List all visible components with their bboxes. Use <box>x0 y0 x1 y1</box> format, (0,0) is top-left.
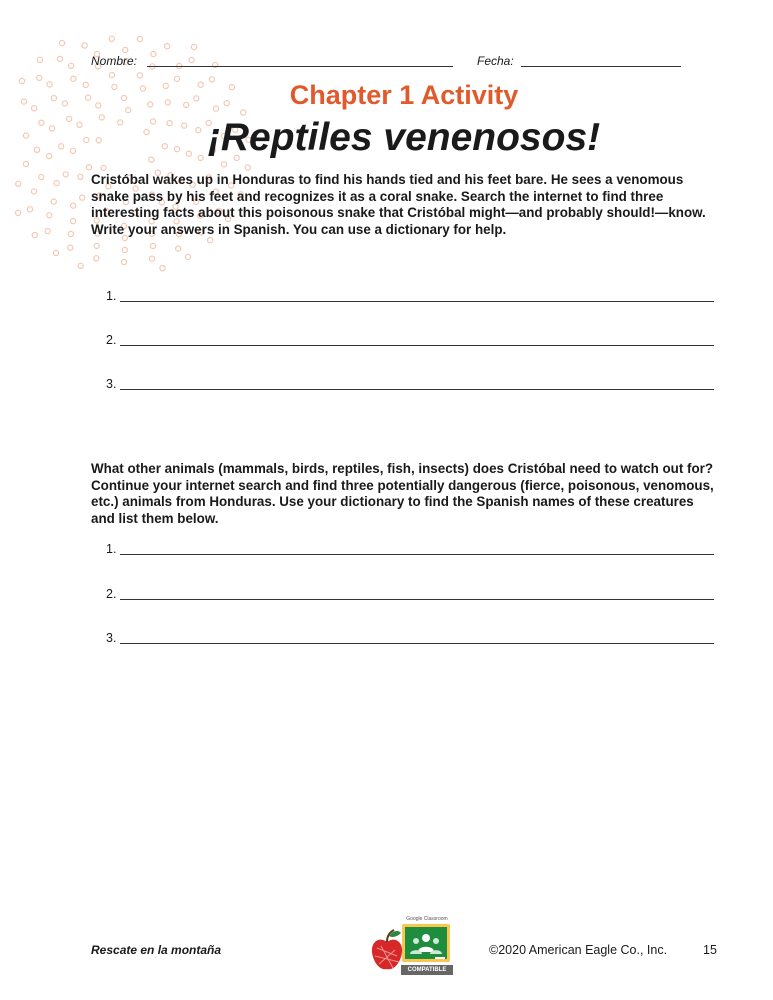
answer-number: 3. <box>106 631 117 645</box>
decorative-dot <box>86 165 91 170</box>
decorative-dot <box>71 219 76 224</box>
decorative-dot <box>47 213 52 218</box>
decorative-dot <box>82 43 87 48</box>
decorative-dot <box>176 246 181 251</box>
decorative-dot <box>137 73 142 78</box>
answer-number: 2. <box>106 333 117 347</box>
decorative-dot <box>185 254 190 259</box>
decorative-dot <box>45 228 50 233</box>
copyright: ©2020 American Eagle Co., Inc. <box>489 943 668 957</box>
animal-line-2[interactable] <box>106 587 714 603</box>
answer-line-1[interactable] <box>106 289 714 305</box>
answer-line-2[interactable] <box>106 333 714 349</box>
decorative-dot <box>69 63 74 68</box>
decorative-dot <box>149 256 154 261</box>
decorative-dot <box>63 172 68 177</box>
animal-line-3[interactable] <box>106 631 714 647</box>
answer-line-3[interactable] <box>106 377 714 393</box>
decorative-dot <box>68 231 73 236</box>
decorative-dot <box>51 199 56 204</box>
answer-number: 3. <box>106 377 117 391</box>
section2-instructions: What other animals (mammals, birds, reptiles, fish, insects) does Cristóbal need to watch out for? Continue your internet search and find three potentially dangerous (fierce, poisonous, venomous, etc.) animals from Honduras. Use your dictionary to find the Spanish names of these creatures and list them below. <box>91 461 714 526</box>
answer-number: 1. <box>106 289 117 303</box>
decorative-dot <box>160 266 165 271</box>
decorative-dot <box>31 189 36 194</box>
decorative-dot <box>27 207 32 212</box>
decorative-dot <box>16 181 21 186</box>
decorative-dot <box>150 243 155 248</box>
decorative-dot <box>221 162 226 167</box>
book-title: Rescate en la montaña <box>91 943 222 957</box>
decorative-dot <box>122 247 127 252</box>
decorative-dot <box>191 44 196 49</box>
decorative-dot <box>23 161 28 166</box>
date-label: Fecha: <box>477 54 514 68</box>
decorative-dot <box>123 47 128 52</box>
chapter-heading: Chapter 1 Activity <box>289 80 519 110</box>
decorative-dot <box>53 250 58 255</box>
answer-number: 1. <box>106 542 117 556</box>
decorative-dot <box>16 210 21 215</box>
decorative-dot <box>137 36 142 41</box>
decorative-dot <box>245 165 250 170</box>
decorative-dot <box>39 174 44 179</box>
decorative-dot <box>57 56 62 61</box>
badge-compatible-text: COMPATIBLE <box>401 965 453 975</box>
badge-top-text: Google Classroom <box>406 916 448 922</box>
decorative-dot <box>80 195 85 200</box>
decorative-dot <box>165 44 170 49</box>
header-fields <box>91 54 683 70</box>
answer-number: 2. <box>106 587 117 601</box>
decorative-dot <box>37 57 42 62</box>
decorative-dot <box>122 259 127 264</box>
page-title: ¡Reptiles venenosos! <box>207 116 601 159</box>
decorative-dot <box>208 238 213 243</box>
name-label: Nombre: <box>91 54 138 68</box>
apple-icon <box>372 930 402 969</box>
decorative-dot <box>94 243 99 248</box>
page-number: 15 <box>703 943 717 957</box>
decorative-dot <box>68 245 73 250</box>
decorative-dot <box>94 256 99 261</box>
decorative-dot <box>54 181 59 186</box>
decorative-dot <box>109 73 114 78</box>
name-field[interactable] <box>147 66 453 67</box>
decorative-dot <box>78 263 83 268</box>
animal-line-1[interactable] <box>106 542 714 558</box>
section1-instructions: Cristóbal wakes up in Honduras to find his hands tied and his feet bare. He sees a venomous snake pass by his feet and recognizes it as a coral snake. Search the internet to find three interesting facts about this poisonous snake that Cristóbal might—and probably should!—know. Write your answers in Spanish. You can use a dictionary for help. <box>91 172 706 237</box>
decorative-dot <box>71 203 76 208</box>
date-field[interactable] <box>521 66 681 67</box>
decorative-dot <box>32 233 37 238</box>
decorative-dot <box>60 41 65 46</box>
decorative-dot <box>109 36 114 41</box>
decorative-dot <box>78 174 83 179</box>
decorative-dot <box>101 165 106 170</box>
